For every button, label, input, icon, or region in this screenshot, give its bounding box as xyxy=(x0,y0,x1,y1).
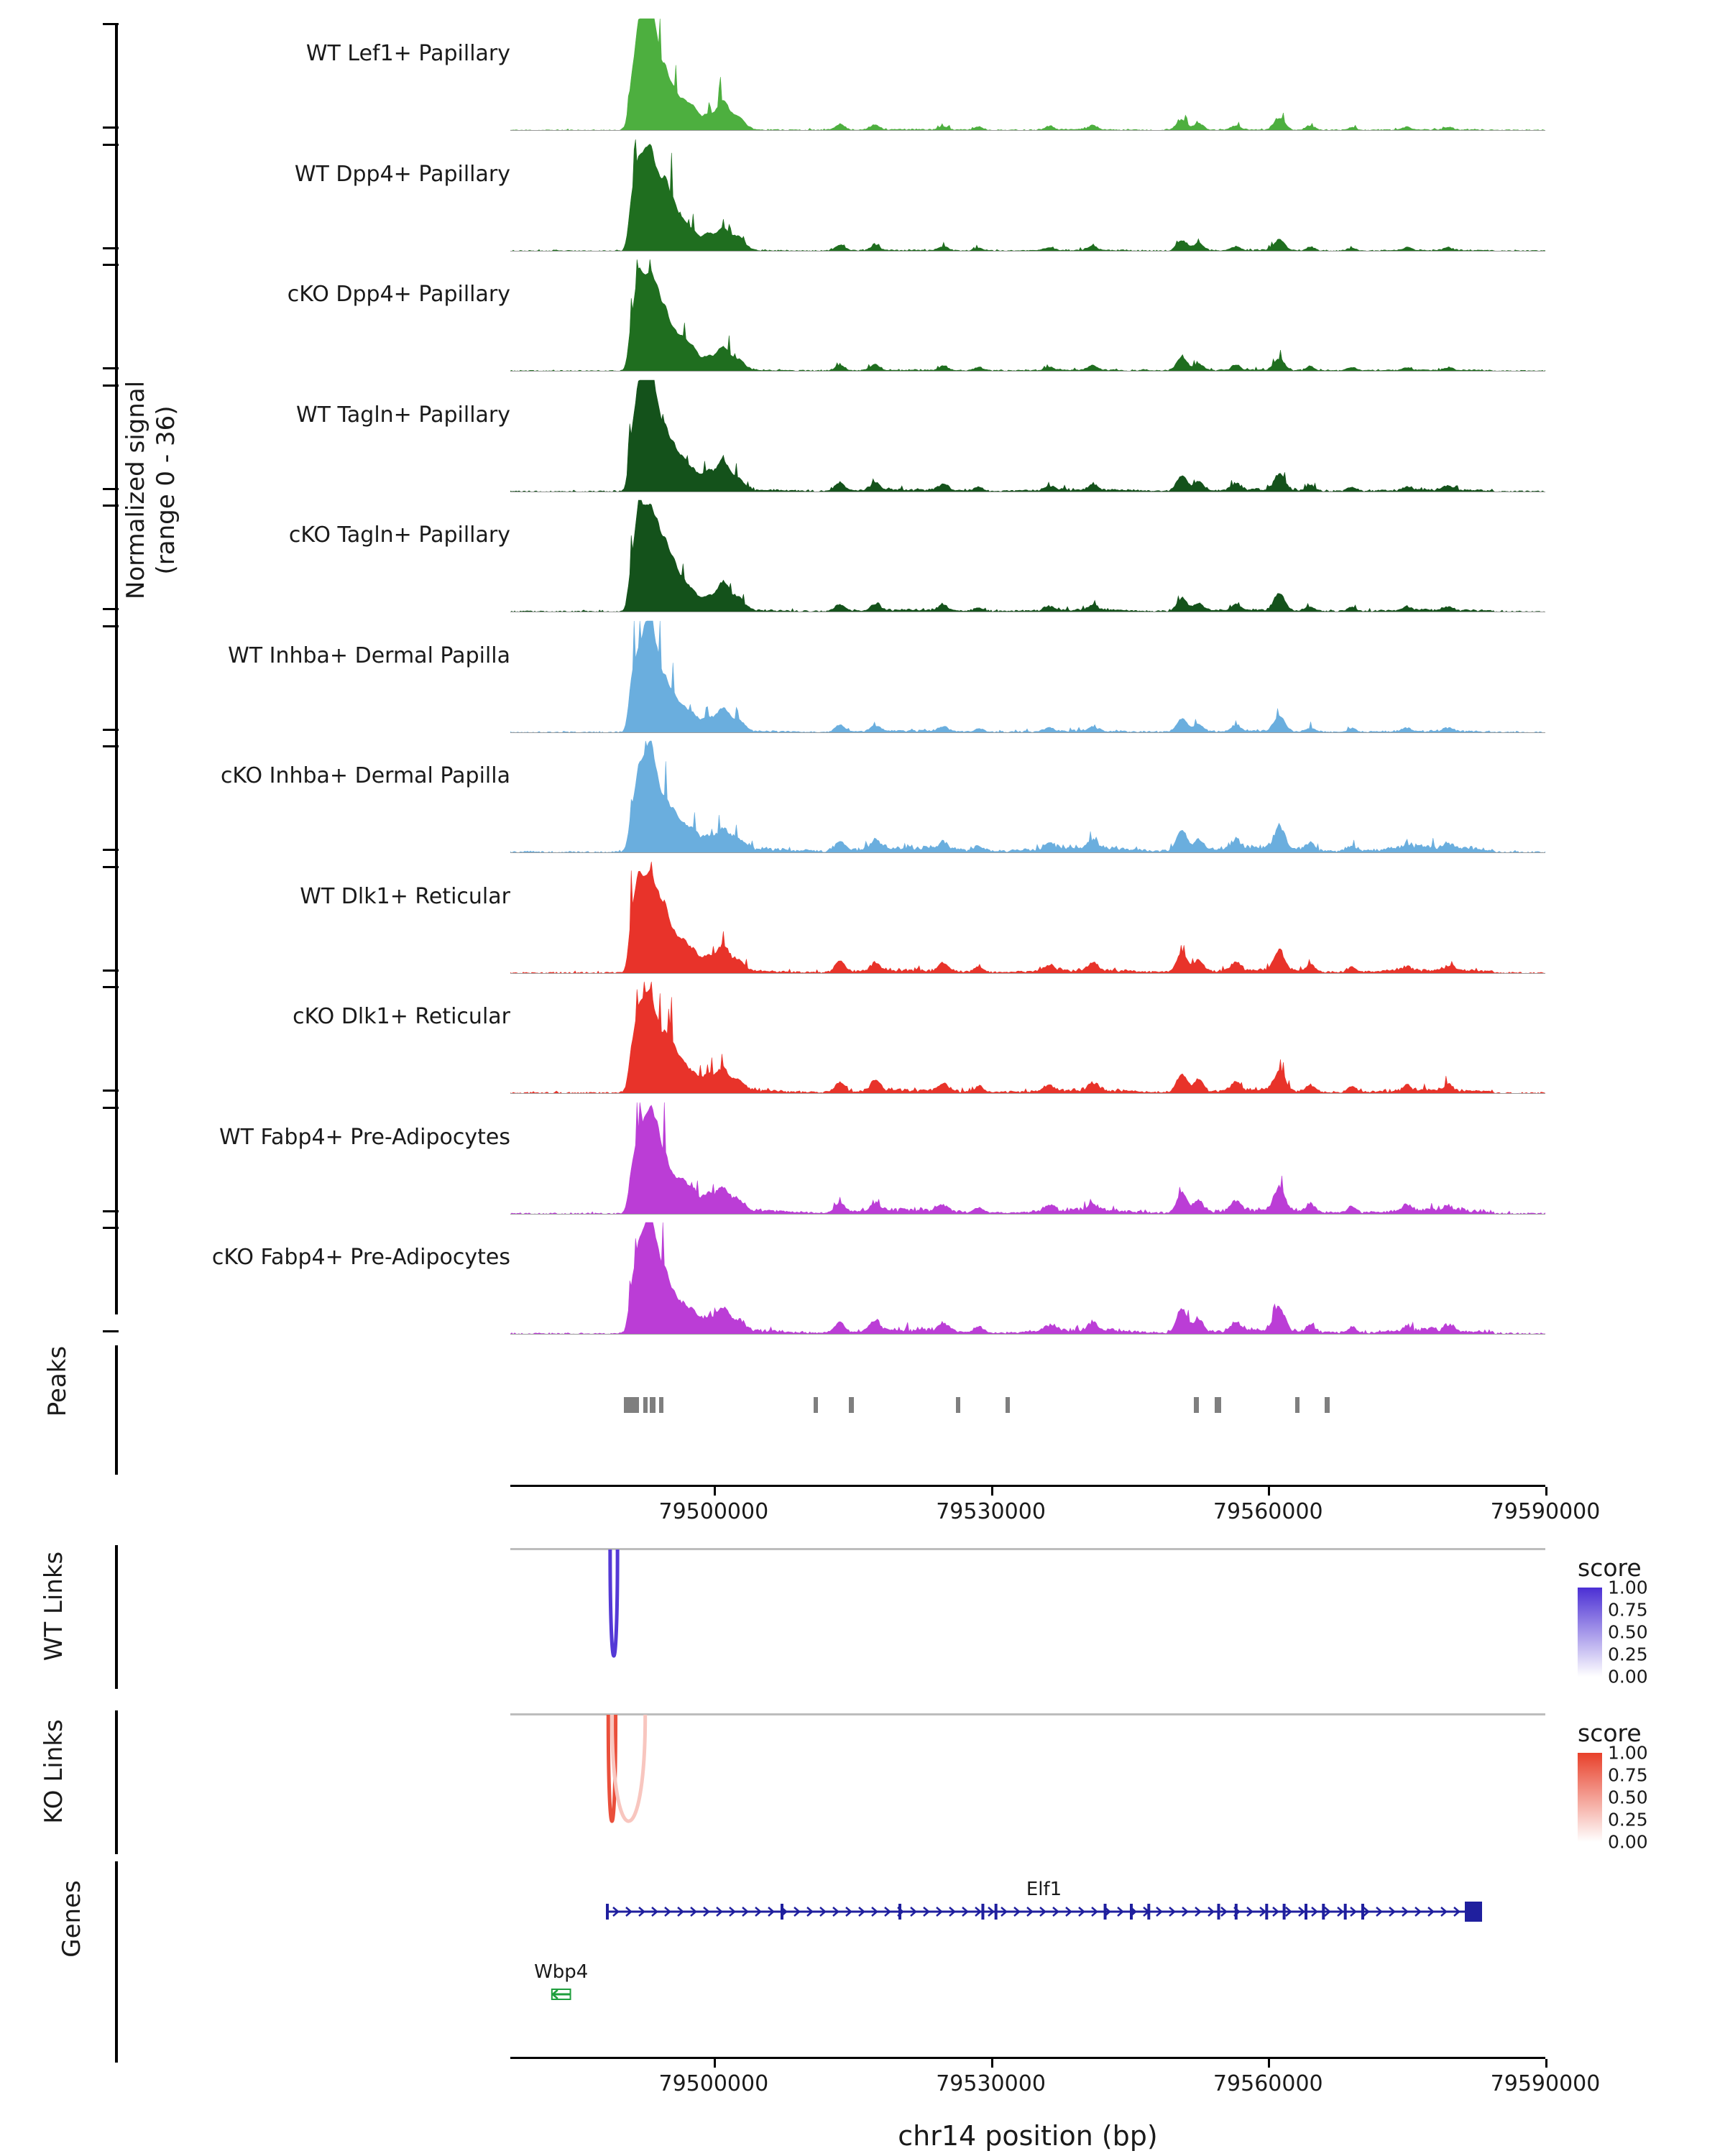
coverage-track-row xyxy=(0,16,1725,131)
y-axis-tick xyxy=(103,729,119,731)
y-axis-tick xyxy=(103,247,119,249)
coverage-track-plot xyxy=(510,257,1545,372)
genes-plot xyxy=(510,1861,1545,2055)
x-axis-tick-label: 79530000 xyxy=(936,2071,1046,2096)
x-axis-tick-label: 79560000 xyxy=(1213,1499,1323,1524)
genes-axis-rule xyxy=(115,1861,118,2063)
coverage-track-label: cKO Fabp4+ Pre-Adipocytes xyxy=(211,1245,510,1270)
x-axis-tick xyxy=(991,1487,993,1496)
gene-exon xyxy=(1235,1904,1238,1920)
ko-links-axis-rule xyxy=(115,1710,118,1854)
coverage-track-plot xyxy=(510,859,1545,974)
x-axis-tick xyxy=(714,2059,716,2068)
y-axis-tick xyxy=(103,866,119,868)
ko-links-label: KO Links xyxy=(40,1719,68,1824)
ko-links-panel xyxy=(0,1703,1725,1861)
gene-label: Elf1 xyxy=(1026,1879,1062,1900)
peaks-label: Peaks xyxy=(43,1345,72,1417)
y-axis-tick xyxy=(103,126,119,129)
peak-block xyxy=(1325,1397,1330,1413)
legend-tick-label: 1.00 xyxy=(1608,1742,1648,1764)
x-axis-title: chr14 position (bp) xyxy=(898,2120,1158,2152)
peak-block xyxy=(1194,1397,1198,1413)
coverage-track-area xyxy=(510,497,1545,612)
coverage-track-label: cKO Dpp4+ Papillary xyxy=(287,282,510,307)
peak-block xyxy=(1295,1397,1300,1413)
coverage-track-label: WT Fabp4+ Pre-Adipocytes xyxy=(219,1124,510,1150)
legend-tick-label: 0.25 xyxy=(1608,1809,1648,1830)
coverage-track-area xyxy=(510,618,1545,733)
y-axis-label-line1: Normalized signal xyxy=(121,380,150,600)
legend-tick-label: 0.75 xyxy=(1608,1764,1648,1786)
coverage-track-baseline xyxy=(510,973,1545,974)
legend-tick-label: 0.00 xyxy=(1608,1666,1648,1687)
genes-axis-ticks xyxy=(510,2059,1545,2068)
peaks-plot xyxy=(510,1338,1545,1482)
coverage-track-label: WT Dlk1+ Reticular xyxy=(300,883,510,909)
coverage-track-row xyxy=(0,497,1725,612)
y-axis-tick xyxy=(103,367,119,369)
gene-exon xyxy=(606,1904,609,1920)
gene-exon xyxy=(781,1904,783,1920)
x-axis-tick-label: 79590000 xyxy=(1490,1499,1601,1524)
y-axis-tick xyxy=(103,986,119,988)
y-axis-tick xyxy=(103,505,119,507)
wt-links-plot xyxy=(510,1548,1545,1692)
ko-links-legend xyxy=(1578,1719,1725,1853)
coverage-track-row xyxy=(0,738,1725,853)
coverage-track-row xyxy=(0,859,1725,974)
wt-links-label: WT Links xyxy=(40,1551,68,1662)
peaks-panel xyxy=(0,1338,1725,1482)
links-arcs xyxy=(510,1713,1545,1857)
coverage-track-row xyxy=(0,137,1725,252)
legend-tick-label: 1.00 xyxy=(1608,1577,1648,1598)
coverage-track-label: WT Inhba+ Dermal Papilla xyxy=(228,642,510,668)
x-axis-tick xyxy=(714,1487,716,1496)
coverage-track-row xyxy=(0,1220,1725,1335)
y-axis-tick xyxy=(103,1089,119,1092)
x-axis-tick xyxy=(1268,2059,1270,2068)
coverage-track-baseline xyxy=(510,1214,1545,1215)
y-axis-tick xyxy=(103,23,119,25)
gene-exon xyxy=(1218,1904,1220,1920)
coverage-track-baseline xyxy=(510,1093,1545,1094)
coverage-track-row xyxy=(0,1100,1725,1215)
coverage-track-baseline xyxy=(510,732,1545,733)
y-axis-tick xyxy=(103,625,119,627)
links-arcs xyxy=(510,1548,1545,1692)
x-axis-tick-label: 79530000 xyxy=(936,1499,1046,1524)
genes-axis-labels xyxy=(510,2071,1601,2100)
coverage-track-plot xyxy=(510,738,1545,853)
legend-tick-label: 0.50 xyxy=(1608,1787,1648,1808)
y-axis-tick xyxy=(103,1107,119,1109)
coverage-track-area xyxy=(510,979,1545,1094)
wt-legend-ticks xyxy=(1608,1577,1694,1687)
coverage-track-label: WT Tagln+ Papillary xyxy=(296,402,510,428)
peak-block xyxy=(956,1397,960,1413)
coverage-track-baseline xyxy=(510,852,1545,853)
genes-label: Genes xyxy=(58,1880,86,1958)
y-axis-tick xyxy=(103,849,119,851)
link-arc xyxy=(610,1549,617,1656)
peak-block xyxy=(814,1397,818,1413)
coverage-track-area xyxy=(510,257,1545,372)
gene-exon xyxy=(1344,1904,1347,1920)
legend-tick-label: 0.00 xyxy=(1608,1831,1648,1853)
coverage-track-baseline xyxy=(510,1334,1545,1335)
peaks-axis-ticks xyxy=(510,1487,1545,1496)
coverage-track-plot xyxy=(510,497,1545,612)
coverage-track-row xyxy=(0,377,1725,492)
wt-links-panel xyxy=(0,1538,1725,1696)
x-axis-tick xyxy=(1545,2059,1547,2068)
wt-links-legend xyxy=(1578,1554,1725,1687)
coverage-track-row xyxy=(0,979,1725,1094)
gene-exon xyxy=(1147,1904,1150,1920)
ko-legend-ticks xyxy=(1608,1742,1694,1853)
gene-label: Wbp4 xyxy=(534,1961,589,1983)
x-axis-tick xyxy=(1545,1487,1547,1496)
coverage-track-plot xyxy=(510,1220,1545,1335)
ko-legend-colorbar xyxy=(1578,1753,1602,1842)
genes-panel xyxy=(0,1861,1725,2156)
peaks-axis-labels xyxy=(510,1499,1601,1528)
coverage-track-baseline xyxy=(510,251,1545,252)
y-axis-tick xyxy=(103,1330,119,1332)
peak-block xyxy=(1006,1397,1010,1413)
peaks-axis-rule xyxy=(115,1345,118,1475)
gene-models xyxy=(510,1861,1545,2055)
gene-exon xyxy=(1265,1904,1268,1920)
x-axis-tick-label: 79560000 xyxy=(1213,2071,1323,2096)
wt-legend-title: score xyxy=(1578,1554,1642,1582)
y-axis-tick xyxy=(103,264,119,266)
peak-block xyxy=(1215,1397,1221,1413)
coverage-track-area xyxy=(510,137,1545,252)
y-axis-tick xyxy=(103,1210,119,1212)
x-axis-tick-label: 79500000 xyxy=(658,2071,769,2096)
y-axis-tick xyxy=(103,608,119,610)
coverage-track-baseline xyxy=(510,371,1545,372)
coverage-track-plot xyxy=(510,16,1545,131)
legend-tick-label: 0.50 xyxy=(1608,1621,1648,1643)
x-axis-tick-label: 79500000 xyxy=(658,1499,769,1524)
gene-exon xyxy=(1305,1904,1307,1920)
coverage-track-area xyxy=(510,377,1545,492)
legend-tick-label: 0.75 xyxy=(1608,1599,1648,1621)
gene-exon xyxy=(1322,1904,1325,1920)
x-axis-tick xyxy=(991,2059,993,2068)
coverage-track-plot xyxy=(510,979,1545,1094)
peak-block xyxy=(849,1397,855,1413)
coverage-track-baseline xyxy=(510,130,1545,131)
gene-exon xyxy=(981,1904,984,1920)
coverage-track-area xyxy=(510,16,1545,131)
coverage-track-area xyxy=(510,859,1545,974)
coverage-track-area xyxy=(510,1100,1545,1215)
gene-exon xyxy=(1104,1904,1107,1920)
peak-block xyxy=(624,1397,639,1413)
coverage-track-label: WT Dpp4+ Papillary xyxy=(294,161,510,187)
y-axis-tick xyxy=(103,144,119,146)
legend-tick-label: 0.25 xyxy=(1608,1644,1648,1665)
coverage-track-label: cKO Inhba+ Dermal Papilla xyxy=(220,763,510,788)
y-axis-label-line2: (range 0 - 36) xyxy=(152,405,180,575)
wt-links-axis-rule xyxy=(115,1545,118,1689)
coverage-track-row xyxy=(0,618,1725,733)
peak-block xyxy=(659,1397,663,1413)
gene-exon xyxy=(995,1904,998,1920)
coverage-track-row xyxy=(0,257,1725,372)
y-axis-tick xyxy=(103,384,119,387)
x-axis-tick-label: 79590000 xyxy=(1490,2071,1601,2096)
gene-exon xyxy=(898,1904,901,1920)
y-axis-tick xyxy=(103,488,119,490)
x-axis-tick xyxy=(1268,1487,1270,1496)
gene-exon xyxy=(1130,1904,1133,1920)
peak-block xyxy=(643,1397,648,1413)
coverage-track-label: cKO Tagln+ Papillary xyxy=(288,522,510,548)
gene-exon xyxy=(1361,1904,1364,1920)
y-axis-tick xyxy=(103,1227,119,1229)
coverage-track-plot xyxy=(510,618,1545,733)
gene-terminal-exon xyxy=(1465,1902,1482,1922)
peak-block xyxy=(650,1397,656,1413)
coverage-track-plot xyxy=(510,377,1545,492)
y-axis-tick xyxy=(103,745,119,747)
ko-links-plot xyxy=(510,1713,1545,1857)
coverage-track-label: WT Lef1+ Papillary xyxy=(305,41,510,66)
coverage-track-plot xyxy=(510,1100,1545,1215)
coverage-track-label: cKO Dlk1+ Reticular xyxy=(293,1004,510,1029)
y-axis-tick xyxy=(103,969,119,972)
coverage-track-area xyxy=(510,1220,1545,1335)
coverage-track-area xyxy=(510,738,1545,853)
gene-exon xyxy=(1283,1904,1286,1920)
ko-legend-title: score xyxy=(1578,1719,1642,1747)
wt-legend-colorbar xyxy=(1578,1588,1602,1677)
coverage-track-plot xyxy=(510,137,1545,252)
